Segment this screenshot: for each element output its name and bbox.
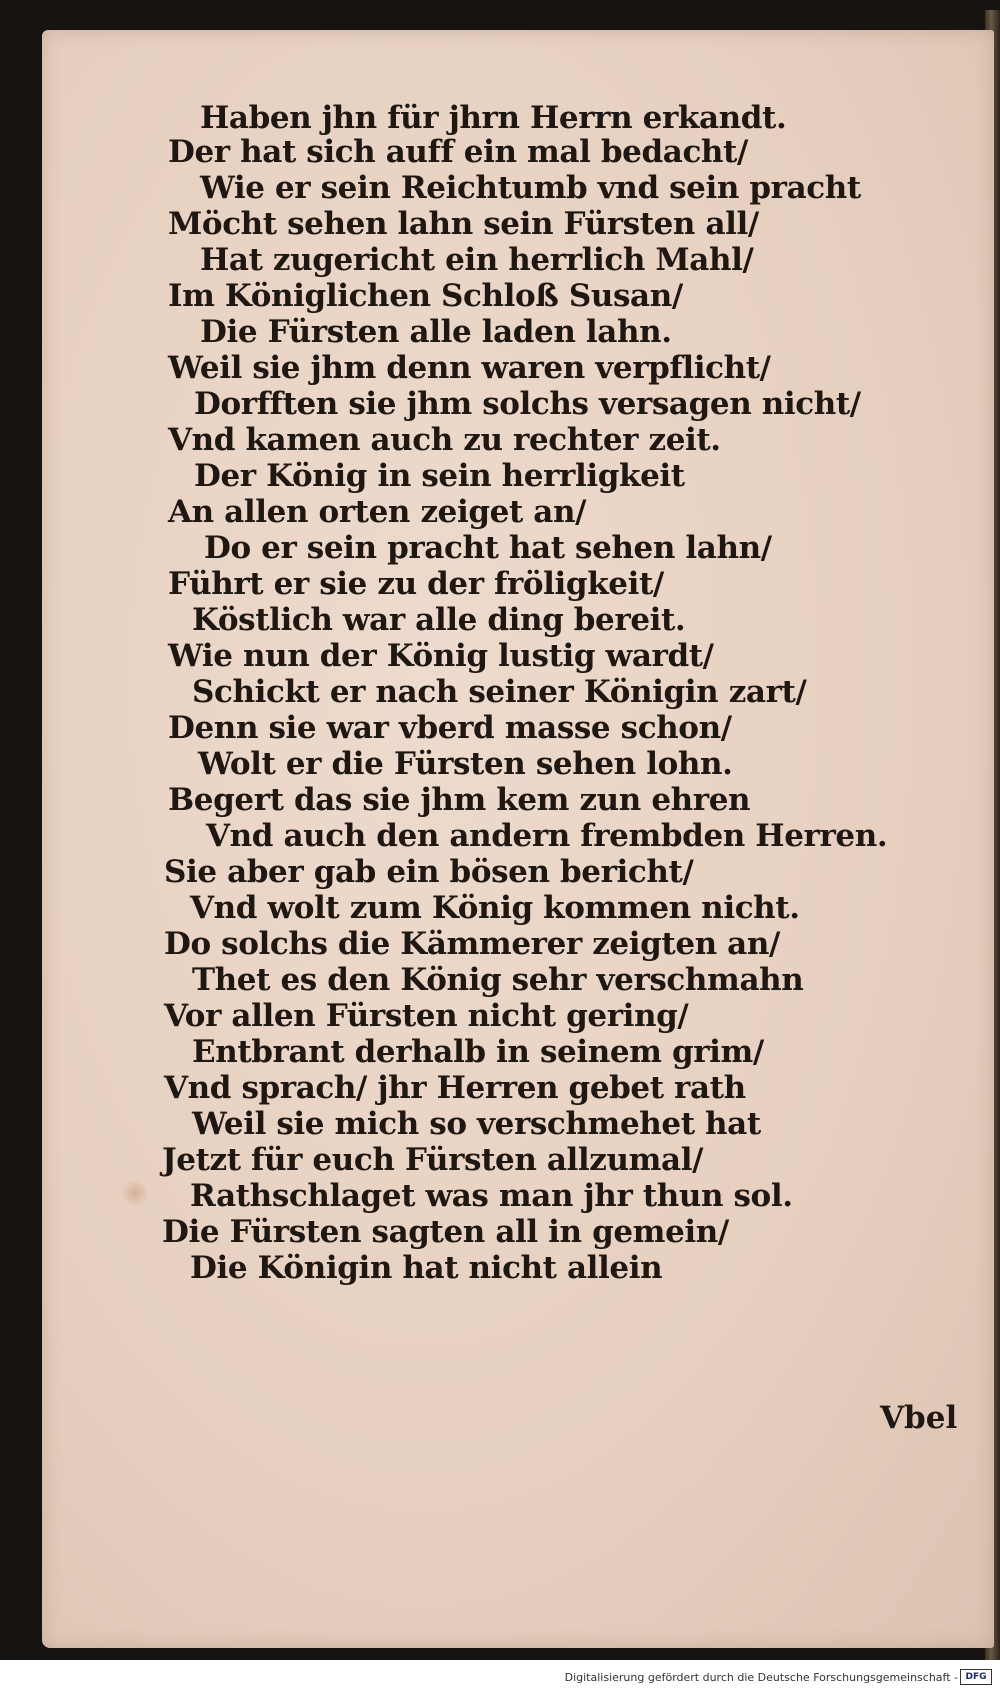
verse-line: Die Fürsten alle laden lahn. [200,314,672,350]
verse-line: Vnd wolt zum König kommen nicht. [190,890,800,926]
verse-line: Thet es den König sehr verschmahn [192,962,804,998]
verse-line: An allen orten zeiget an/ [168,494,587,530]
verse-line: Möcht sehen lahn sein Fürsten all/ [168,206,759,242]
verse-line: Wie er sein Reichtumb vnd sein pracht [200,170,861,206]
verse-line: Der hat sich auff ein mal bedacht/ [168,134,748,170]
verse-line: Führt er sie zu der fröligkeit/ [168,566,664,602]
verse-line: Rathschlaget was man jhr thun sol. [190,1178,793,1214]
verse-line: Vnd auch den andern frembden Herren. [206,818,888,854]
verse-line: Dorfften sie jhm solchs versagen nicht/ [194,386,861,422]
verse-line: Köstlich war alle ding bereit. [192,602,686,638]
verse-line: Wie nun der König lustig wardt/ [168,638,714,674]
catchword: Vbel [880,1400,958,1436]
funding-credit: Digitalisierung gefördert durch die Deutsche Forschungsgemeinschaft - [564,1671,958,1684]
verse-line: Begert das sie jhm kem zun ehren [168,782,751,818]
footer-bar [0,1660,1000,1695]
verse-line: Wolt er die Fürsten sehen lohn. [198,746,733,782]
verse-line: Entbrant derhalb in seinem grim/ [192,1034,764,1070]
verse-line: Der König in sein herrligkeit [194,458,685,494]
verse-line: Sie aber gab ein bösen bericht/ [164,854,694,890]
verse-line: Jetzt für euch Fürsten allzumal/ [162,1142,704,1178]
verse-line: Weil sie mich so verschmehet hat [192,1106,761,1142]
verse-line: Im Königlichen Schloß Susan/ [168,278,683,314]
verse-line: Hat zugericht ein herrlich Mahl/ [200,242,754,278]
verse-line: Haben jhn für jhrn Herrn erkandt. [200,100,787,136]
verse-line: Denn sie war vberd masse schon/ [168,710,732,746]
verse-line: Vnd kamen auch zu rechter zeit. [168,422,721,458]
dfg-logo-icon: DFG [960,1669,992,1685]
verse-text [42,30,994,1648]
verse-line: Die Fürsten sagten all in gemein/ [162,1214,729,1250]
verse-line: Die Königin hat nicht allein [190,1250,663,1286]
verse-line: Schickt er nach seiner Königin zart/ [192,674,807,710]
book-page [42,30,994,1648]
verse-line: Do solchs die Kämmerer zeigten an/ [164,926,780,962]
verse-line: Vnd sprach/ jhr Herren gebet rath [164,1070,746,1106]
verse-line: Vor allen Fürsten nicht gering/ [164,998,689,1034]
verse-line: Weil sie jhm denn waren verpflicht/ [168,350,771,386]
verse-line: Do er sein pracht hat sehen lahn/ [204,530,772,566]
